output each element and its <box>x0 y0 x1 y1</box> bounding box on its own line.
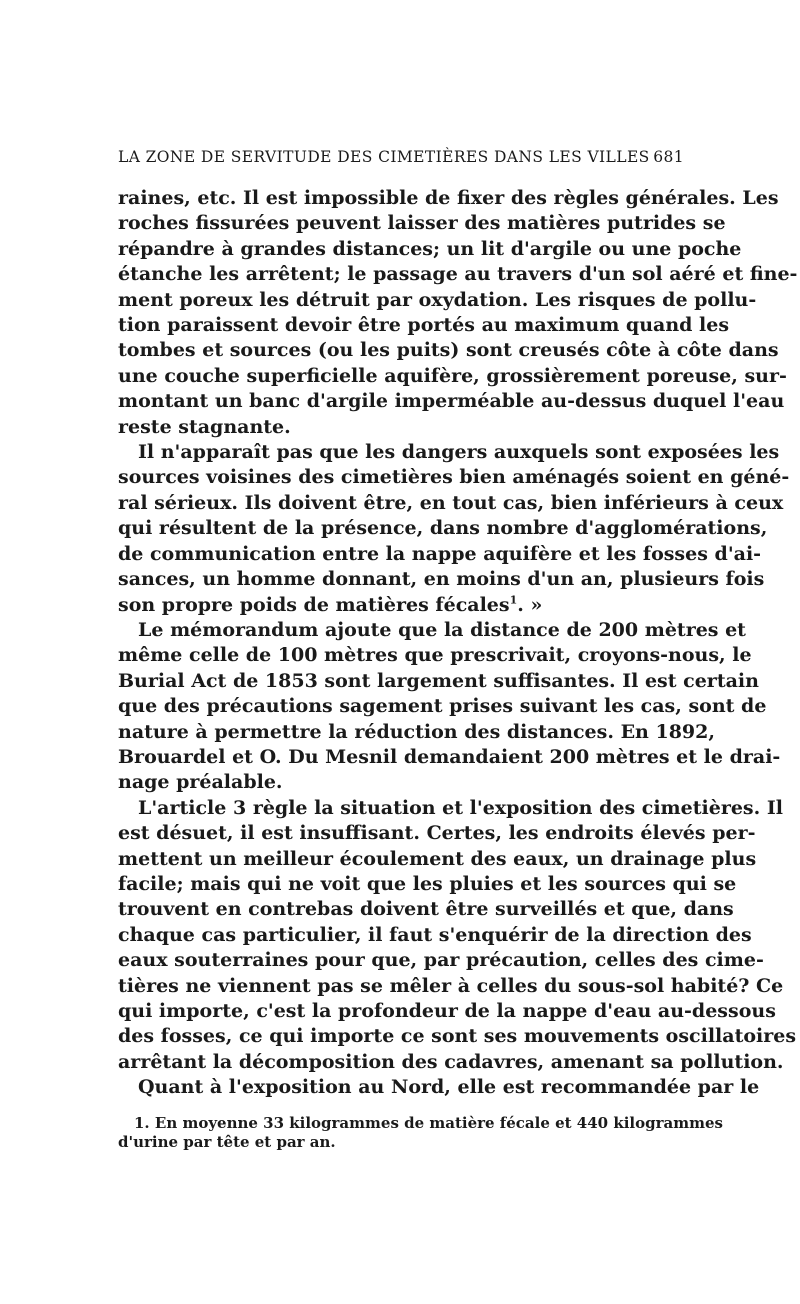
text-line: tières ne viennent pas se mêler à celles du sous-sol habité? Ce <box>118 974 784 997</box>
text-line: une couche superficielle aquifère, grossièrement poreuse, sur- <box>118 364 787 387</box>
text-line: Burial Act de 1853 sont largement suffisantes. Il est certain <box>118 669 759 692</box>
running-head-title: LA ZONE DE SERVITUDE DES CIMETIÈRES DANS LES VILLES <box>118 148 650 166</box>
paragraph <box>118 186 798 440</box>
text-line: même celle de 100 mètres que prescrivait, croyons-nous, le <box>118 644 752 667</box>
text-line: des fosses, ce qui importe ce sont ses mouvements oscillatoires <box>118 1025 797 1048</box>
text-line: Le mémorandum ajoute que la distance de 200 mètres et <box>138 618 746 641</box>
text-line: qui résultent de la présence, dans nombre d'agglomérations, <box>118 517 768 540</box>
text-line: eaux souterraines pour que, par précaution, celles des cime- <box>118 949 764 972</box>
text-line: montant un banc d'argile imperméable au-dessus duquel l'eau <box>118 390 785 413</box>
text-line: sances, un homme donnant, en moins d'un an, plusieurs fois <box>118 568 765 591</box>
text-line: de communication entre la nappe aquifère et les fosses d'ai- <box>118 542 762 565</box>
paragraph <box>118 618 781 796</box>
text-line: est désuet, il est insuffisant. Certes, les endroits élevés per- <box>118 822 756 845</box>
paragraph <box>118 796 797 1075</box>
paragraph <box>118 440 790 618</box>
text-line: que des précautions sagement prises suivant les cas, sont de <box>118 695 767 718</box>
text-line: trouvent en contrebas doivent être surveillés et que, dans <box>118 898 734 921</box>
running-head <box>118 148 684 166</box>
text-line <box>118 593 684 618</box>
paragraph <box>118 1075 760 1100</box>
footnote-reference: 1 <box>509 593 518 607</box>
text-line: chaque cas particulier, il faut s'enquérir de la direction des <box>118 923 752 946</box>
footnote-line: 1. En moyenne 33 kilogrammes de matière fécale et 440 kilogrammes <box>134 1114 723 1132</box>
text-line: nature à permettre la réduction des distances. En 1892, <box>118 720 715 743</box>
text-line: tion paraissent devoir être portés au maximum quand les <box>118 314 730 337</box>
text-line: raines, etc. Il est impossible de fixer des règles générales. Les <box>118 187 779 209</box>
text-line: Brouardel et O. Du Mesnil demandaient 200 mètres et le drai- <box>118 745 781 768</box>
text-line: nage préalable. <box>118 771 283 794</box>
text-line: facile; mais qui ne voit que les pluies et les sources qui se <box>118 872 737 895</box>
text-line: répandre à grandes distances; un lit d'argile ou une poche <box>118 237 742 260</box>
text-line: ment poreux les détruit par oxydation. Les risques de pollu- <box>118 288 757 311</box>
quote-close: . » <box>517 593 543 616</box>
footnote <box>118 1114 723 1152</box>
text-line: étanche les arrêtent; le passage au travers d'un sol aéré et fine- <box>118 263 798 286</box>
text-line: arrêtant la décomposition des cadavres, amenant sa pollution. <box>118 1050 784 1073</box>
text-line: L'article 3 règle la situation et l'exposition des cimetières. Il <box>138 796 783 819</box>
text-line: ral sérieux. Ils doivent être, en tout cas, bien inférieurs à ceux <box>118 491 784 514</box>
text-line: tombes et sources (ou les puits) sont creusés côte à côte dans <box>118 339 779 362</box>
text-segment: son propre poids de matières fécales <box>118 593 510 616</box>
text-line: qui importe, c'est la profondeur de la nappe d'eau au-dessous <box>118 1000 776 1022</box>
footnote-line: d'urine par tête et par an. <box>118 1133 336 1151</box>
page-number: 681 <box>653 148 684 166</box>
text-line: Quant à l'exposition au Nord, elle est recommandée par le <box>138 1076 760 1099</box>
text-line: Il n'apparaît pas que les dangers auxquels sont exposées les <box>138 441 780 464</box>
text-line: sources voisines des cimetières bien aménagés soient en géné- <box>118 466 790 489</box>
body-text <box>118 186 798 1101</box>
text-line: roches fissurées peuvent laisser des matières putrides se <box>118 212 726 235</box>
text-line: reste stagnante. <box>118 415 291 438</box>
text-line: mettent un meilleur écoulement des eaux, un drainage plus <box>118 847 757 870</box>
